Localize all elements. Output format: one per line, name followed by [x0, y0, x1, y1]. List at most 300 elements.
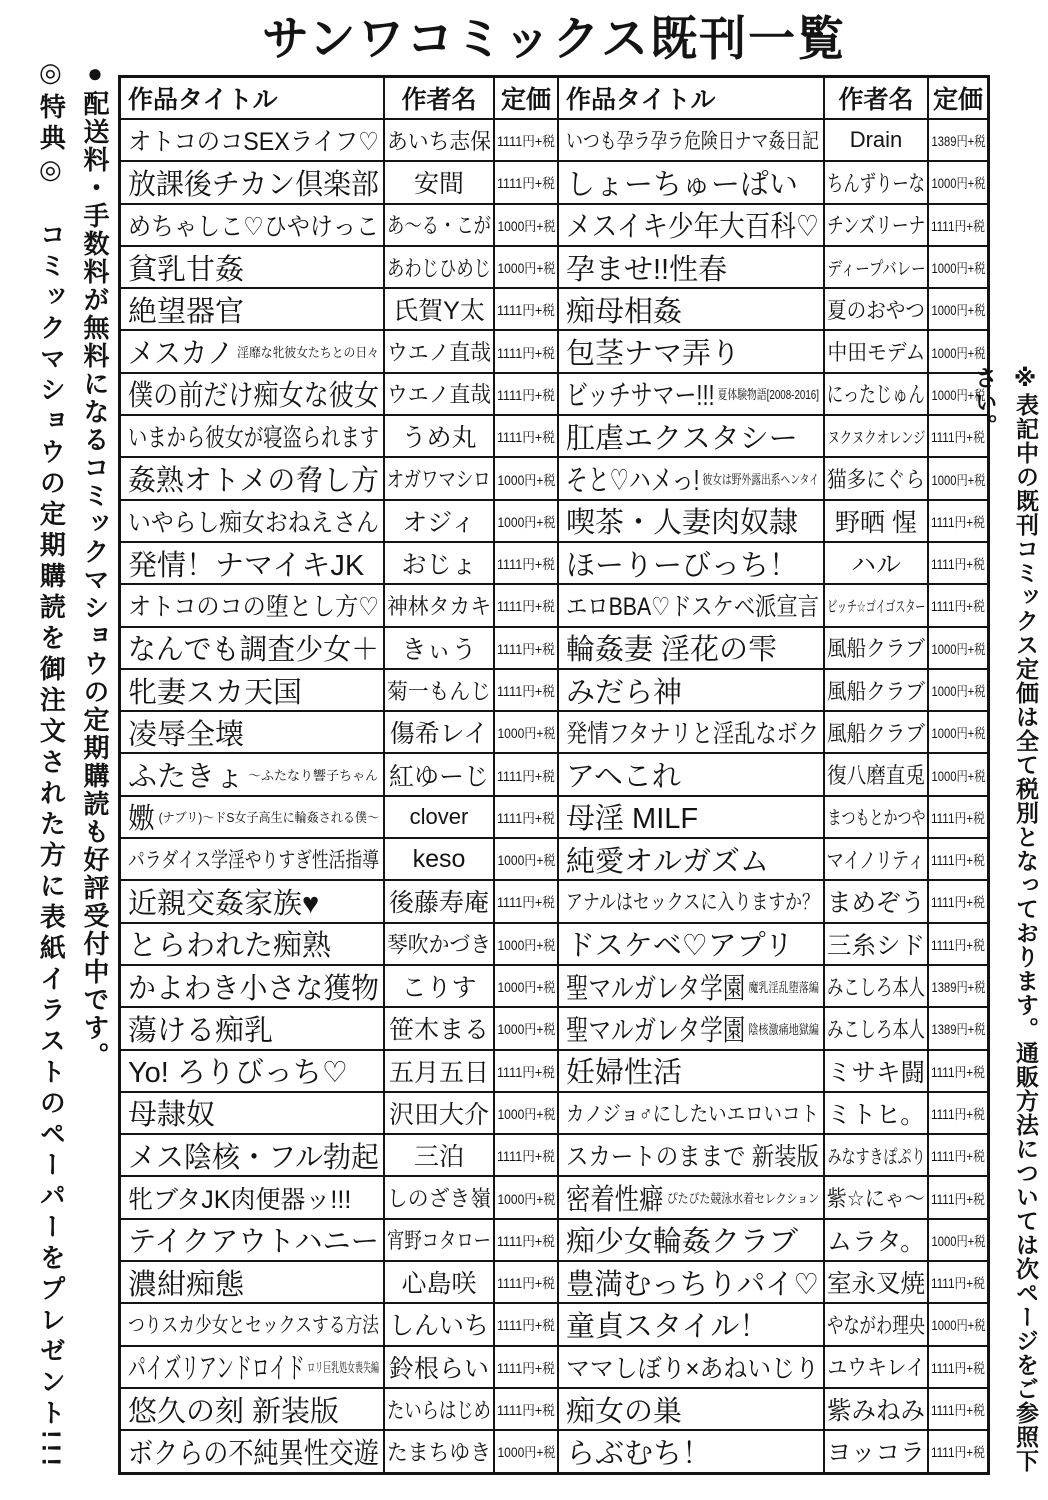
price-value: 1111円+税 — [931, 895, 986, 911]
author-name: 安間 — [413, 170, 464, 199]
author-cell — [385, 247, 493, 287]
title-main: なんでも調査少女＋ — [128, 634, 379, 667]
title-text — [566, 714, 819, 750]
price-value: 1000円+税 — [497, 472, 556, 488]
title-text — [566, 247, 727, 287]
subscription-promo-note — [28, 58, 116, 1478]
price-value: 1111円+税 — [931, 853, 986, 869]
author-cell — [385, 1262, 493, 1302]
title-cell — [121, 924, 383, 964]
price-value: 1111円+税 — [931, 557, 986, 573]
title-text — [566, 374, 819, 414]
title-text — [128, 374, 379, 414]
title-text — [566, 670, 682, 710]
title-main: ふたきょ — [128, 761, 245, 794]
title-cell — [559, 628, 823, 668]
price-value: 1389円+税 — [931, 1022, 986, 1038]
author-name: オジィ — [402, 508, 476, 537]
title-main: 聖マルガレタ学園 — [566, 972, 746, 1005]
author-cell — [825, 966, 927, 1006]
price-value: 1000円+税 — [931, 387, 986, 403]
price-cell — [495, 331, 557, 371]
author-name: こりす — [401, 974, 477, 1003]
title-main: パイズリアンドロイド — [128, 1353, 305, 1386]
price-cell — [929, 712, 987, 752]
title-main: ビッチサマー!!! — [566, 380, 715, 413]
price-value: 1111円+税 — [931, 430, 986, 446]
title-main: 蕩ける痴乳 — [128, 1014, 274, 1047]
author-cell — [385, 712, 493, 752]
price-cell — [929, 501, 987, 541]
price-cell — [929, 754, 987, 794]
title-cell — [121, 543, 383, 583]
author-cell — [825, 205, 927, 245]
author-name: 夏のおやつ — [827, 297, 926, 323]
title-cell — [121, 585, 383, 625]
author-name: まめぞう — [827, 889, 926, 918]
title-main: らぶむち！ — [566, 1437, 712, 1470]
title-main: メスイキ少年大百科♡ — [566, 211, 819, 244]
price-value: 1111円+税 — [931, 599, 986, 615]
title-text — [128, 207, 379, 243]
price-cell — [495, 1220, 557, 1260]
price-cell — [929, 1051, 987, 1091]
title-main: エロBBA♡ドスケベ派宣言 — [566, 593, 819, 622]
price-cell — [929, 1008, 987, 1048]
title-main: 姦熟オトメの脅し方 — [128, 465, 379, 498]
title-text — [566, 1137, 819, 1173]
price-cell — [495, 458, 557, 498]
title-cell — [559, 1093, 823, 1133]
author-name: オガワマシロ — [387, 467, 491, 493]
title-cell — [121, 374, 383, 414]
price-cell — [495, 543, 557, 583]
author-name: 神林タカキ — [387, 593, 492, 619]
title-text — [128, 1431, 379, 1471]
price-value: 1111円+税 — [931, 1191, 986, 1207]
price-value: 1000円+税 — [931, 726, 986, 742]
price-cell — [929, 797, 987, 837]
title-main: ママしぼり×あねいじり — [566, 1354, 819, 1383]
author-name: clover — [409, 803, 469, 829]
author-cell — [385, 585, 493, 625]
author-cell — [385, 374, 493, 414]
title-text — [566, 966, 819, 1006]
title-main: 密着性癖 — [566, 1184, 664, 1217]
title-text — [128, 458, 379, 498]
title-cell — [559, 1304, 823, 1344]
title-main: 牝ブタJK肉便器ッ!!! — [128, 1185, 352, 1214]
title-cell — [121, 331, 383, 371]
title-cell — [121, 458, 383, 498]
price-cell — [929, 289, 987, 329]
title-cell — [121, 501, 383, 541]
title-cell — [121, 1431, 383, 1471]
title-text — [566, 331, 740, 371]
title-cell — [121, 120, 383, 160]
price-value: 1111円+税 — [497, 430, 556, 446]
title-cell — [121, 839, 383, 879]
title-text — [128, 712, 244, 752]
title-cell — [559, 416, 823, 456]
price-cell — [495, 1051, 557, 1091]
title-text — [566, 1008, 819, 1048]
price-value: 1000円+税 — [497, 1022, 556, 1038]
title-cell — [559, 1347, 823, 1387]
title-text — [566, 839, 769, 879]
author-cell — [825, 1135, 927, 1175]
price-cell — [495, 1008, 557, 1048]
title-main: 貧乳甘姦 — [128, 253, 245, 286]
price-cell — [495, 712, 557, 752]
title-cell — [559, 839, 823, 879]
price-value: 1000円+税 — [497, 514, 556, 530]
price-cell — [929, 628, 987, 668]
title-text — [128, 289, 244, 329]
author-name: 紫みねみ — [827, 1397, 926, 1426]
title-main: 純愛オルガズム — [566, 845, 770, 878]
author-name: ミサキ闘 — [827, 1058, 926, 1087]
title-main: ほーりーびっち！ — [566, 549, 799, 582]
price-cell — [495, 205, 557, 245]
header-cell — [121, 78, 383, 118]
title-main: 童貞スタイル！ — [566, 1310, 769, 1343]
author-name: おじょ — [401, 551, 477, 580]
price-cell — [929, 458, 987, 498]
price-value: 1000円+税 — [931, 345, 986, 361]
title-cell — [121, 1051, 383, 1091]
author-name: やながわ理央 — [827, 1312, 926, 1338]
price-value: 1111円+税 — [497, 1276, 556, 1292]
price-cell — [929, 247, 987, 287]
author-cell — [385, 1093, 493, 1133]
title-cell — [559, 205, 823, 245]
title-text — [128, 1180, 351, 1216]
title-cell — [121, 670, 383, 710]
price-value: 1000円+税 — [497, 937, 556, 953]
catalog-table — [118, 75, 990, 1475]
author-cell — [825, 585, 927, 625]
title-cell — [559, 374, 823, 414]
author-cell — [385, 670, 493, 710]
price-cell — [495, 881, 557, 921]
price-cell — [929, 543, 987, 583]
title-text — [128, 1008, 273, 1048]
price-value: 1111円+税 — [931, 218, 986, 234]
price-value: 1000円+税 — [931, 472, 986, 488]
author-name: 菊一もんじ — [387, 678, 492, 704]
title-text — [566, 1389, 682, 1429]
price-value: 1111円+税 — [931, 1106, 986, 1122]
title-text — [128, 543, 364, 583]
author-cell — [825, 120, 927, 160]
price-cell — [929, 1220, 987, 1260]
price-value: 1111円+税 — [931, 937, 986, 953]
header-label: 定価 — [500, 86, 551, 114]
title-cell — [559, 289, 823, 329]
title-cell — [121, 754, 383, 794]
price-cell — [929, 1304, 987, 1344]
author-name: 沢田大介 — [388, 1100, 489, 1129]
title-main: 僕の前だけ痴女な彼女 — [128, 380, 379, 413]
title-text — [566, 162, 798, 202]
title-text — [566, 1098, 819, 1128]
author-cell — [385, 1008, 493, 1048]
price-value: 1111円+税 — [931, 1403, 986, 1419]
title-text — [128, 247, 244, 287]
author-name: keso — [412, 844, 466, 873]
title-cell — [559, 247, 823, 287]
title-cell — [559, 1262, 823, 1302]
price-value: 1111円+税 — [931, 1360, 986, 1376]
author-cell — [825, 924, 927, 964]
title-main: 喫茶・人妻肉奴隷 — [566, 507, 799, 540]
title-text — [566, 628, 777, 668]
author-cell — [385, 1389, 493, 1429]
price-value: 1111円+税 — [497, 1318, 556, 1334]
author-name: チンズリーナ — [827, 213, 925, 239]
title-cell — [559, 1051, 823, 1091]
author-cell — [825, 1093, 927, 1133]
price-cell — [929, 205, 987, 245]
author-cell — [825, 1008, 927, 1048]
price-value: 1000円+税 — [497, 1106, 556, 1122]
title-subtitle: 陰核激痛地獄編 — [748, 1021, 819, 1037]
title-text — [128, 797, 379, 837]
price-cell — [495, 374, 557, 414]
title-main: いつも孕ラ孕ラ危険日ナマ姦日記 — [566, 130, 819, 154]
author-name: 後藤寿庵 — [388, 889, 489, 918]
price-value: 1000円+税 — [931, 641, 986, 657]
title-main: 孕ませ!!性春 — [566, 253, 728, 286]
title-text — [128, 1262, 244, 1302]
price-value: 1111円+税 — [497, 895, 556, 911]
price-value: 1389円+税 — [931, 134, 986, 150]
price-cell — [495, 162, 557, 202]
title-main: 発情！ナマイキJK — [128, 549, 365, 582]
author-name: マイノリティ — [827, 847, 926, 873]
author-cell — [385, 924, 493, 964]
author-name: 復八磨直兎 — [827, 763, 926, 789]
author-cell — [385, 628, 493, 668]
author-name: 心島咲 — [401, 1270, 477, 1299]
author-cell — [385, 501, 493, 541]
title-text — [128, 418, 379, 454]
title-text — [566, 797, 698, 837]
title-main: オトコのコの堕とし方♡ — [128, 593, 379, 622]
author-cell — [825, 1389, 927, 1429]
price-cell — [929, 1135, 987, 1175]
title-text — [566, 289, 682, 329]
title-text — [128, 754, 378, 794]
price-value: 1111円+税 — [497, 1233, 556, 1249]
author-name: しのざき嶺 — [387, 1186, 492, 1212]
author-name: 室永叉焼 — [827, 1270, 926, 1299]
title-cell — [121, 966, 383, 1006]
author-cell — [385, 1135, 493, 1175]
author-cell — [385, 1051, 493, 1091]
price-cell — [929, 924, 987, 964]
author-name: 三泊 — [413, 1143, 464, 1172]
title-text — [128, 628, 379, 668]
author-name: たまちゆき — [387, 1439, 492, 1465]
author-cell — [825, 162, 927, 202]
title-cell — [121, 1220, 383, 1260]
title-cell — [559, 543, 823, 583]
title-subtitle: ロリ巨乳処女喪失編 — [307, 1360, 379, 1376]
price-value: 1111円+税 — [497, 810, 556, 826]
author-cell — [385, 1304, 493, 1344]
title-text — [128, 1389, 339, 1429]
author-name: ミトヒ。 — [827, 1100, 926, 1129]
price-value: 1000円+税 — [497, 980, 556, 996]
title-cell — [559, 966, 823, 1006]
price-value: 1111円+税 — [497, 345, 556, 361]
author-cell — [385, 458, 493, 498]
price-value: 1000円+税 — [931, 176, 986, 192]
author-name: ユウキレイ — [827, 1355, 925, 1381]
author-cell — [825, 1177, 927, 1217]
price-value: 1000円+税 — [931, 1318, 986, 1334]
header-cell — [385, 78, 493, 118]
price-value: 1000円+税 — [931, 1233, 986, 1249]
author-cell — [825, 458, 927, 498]
title-text — [128, 162, 379, 202]
title-main: 嫐 — [128, 803, 155, 836]
title-text — [566, 1262, 819, 1302]
title-cell — [559, 924, 823, 964]
price-value: 1000円+税 — [497, 218, 556, 234]
title-text — [128, 670, 302, 710]
title-text — [566, 1051, 682, 1091]
price-cell — [929, 839, 987, 879]
price-cell — [495, 585, 557, 625]
author-name: 鈴根らい — [388, 1354, 489, 1383]
author-name: 風船クラブ — [827, 720, 926, 746]
title-cell — [559, 1008, 823, 1048]
title-text — [566, 1220, 798, 1260]
title-text — [128, 881, 319, 921]
price-cell — [495, 1177, 557, 1217]
title-cell — [559, 162, 823, 202]
header-label: 作者名 — [838, 86, 914, 114]
author-cell — [825, 1431, 927, 1471]
price-value: 1000円+税 — [931, 261, 986, 277]
author-name: 笹木まる — [388, 1016, 489, 1045]
author-cell — [385, 1347, 493, 1387]
title-cell — [121, 881, 383, 921]
author-cell — [825, 1220, 927, 1260]
title-main: アヘこれ — [566, 761, 681, 794]
title-text — [128, 924, 331, 964]
title-main: 濃紺痴態 — [128, 1268, 245, 1301]
title-cell — [559, 670, 823, 710]
title-main: 豊満むっちりパイ♡ — [566, 1268, 819, 1301]
title-main: 包茎ナマ弄り — [566, 338, 741, 371]
price-value: 1000円+税 — [497, 853, 556, 869]
title-text — [128, 503, 379, 539]
author-name: 紫☆にゃ〜 — [827, 1186, 926, 1212]
title-text — [128, 122, 379, 158]
author-cell — [825, 331, 927, 371]
price-cell — [495, 120, 557, 160]
price-cell — [929, 1389, 987, 1429]
price-value: 1000円+税 — [497, 1445, 556, 1461]
page-title: サンワコミックス既刊一覧 — [261, 12, 847, 65]
author-name: 傷希レイ — [389, 720, 489, 749]
author-name: Drain — [849, 127, 903, 153]
title-cell — [121, 1262, 383, 1302]
title-text — [566, 1349, 819, 1385]
price-cell — [495, 1262, 557, 1302]
title-text — [128, 587, 379, 623]
author-name: 五月五日 — [388, 1058, 489, 1087]
author-cell — [825, 1262, 927, 1302]
author-name: みこしろ本人 — [827, 1016, 926, 1042]
title-main: いまから彼女が寝盗られます — [128, 424, 379, 453]
author-cell — [825, 374, 927, 414]
title-cell — [121, 797, 383, 837]
title-main: 痴母相姦 — [566, 295, 683, 328]
title-cell — [559, 1389, 823, 1429]
author-name: ちんずりーな — [827, 170, 926, 196]
title-subtitle: 魔乳淫乱堕落編 — [748, 979, 819, 995]
title-main: パラダイス学淫やりすぎ性活指導 — [128, 849, 379, 873]
author-cell — [385, 205, 493, 245]
title-main: 絶望器官 — [128, 295, 245, 328]
price-cell — [495, 501, 557, 541]
price-value: 1000円+税 — [497, 726, 556, 742]
price-cell — [929, 162, 987, 202]
author-name: ビッチ☆ゴイゴスター — [827, 598, 925, 616]
title-cell — [121, 1389, 383, 1429]
title-cell — [559, 1135, 823, 1175]
title-cell — [121, 162, 383, 202]
title-cell — [559, 754, 823, 794]
author-name: みなすきぽぷり — [827, 1146, 926, 1168]
header-cell — [495, 78, 557, 118]
author-cell — [825, 543, 927, 583]
price-value: 1000円+税 — [931, 768, 986, 784]
author-name: あいち志保 — [387, 128, 492, 154]
author-name: まつもとかつや — [827, 808, 926, 830]
author-cell — [825, 289, 927, 329]
title-cell — [121, 416, 383, 456]
title-text — [128, 1309, 379, 1339]
price-cell — [495, 797, 557, 837]
title-text — [566, 205, 819, 245]
title-text — [566, 416, 798, 456]
author-name: たいらはじめ — [387, 1397, 492, 1423]
price-cell — [495, 1431, 557, 1471]
title-cell — [559, 501, 823, 541]
author-name: ヌクヌクオレンジ — [827, 429, 926, 447]
author-name: あ〜る・こが — [387, 213, 492, 239]
title-text — [566, 543, 798, 583]
author-name: 風船クラブ — [827, 636, 926, 662]
price-cell — [929, 670, 987, 710]
title-text — [566, 458, 819, 498]
author-name: 風船クラブ — [827, 678, 926, 704]
title-main: メスカノ — [128, 338, 234, 371]
title-main: 母淫 MILF — [566, 803, 699, 836]
title-main: Yo! ろりびっち♡ — [128, 1057, 348, 1090]
title-subtitle: (ナブリ)〜ドS女子高生に輪姦される僕〜 — [158, 810, 379, 826]
price-value: 1111円+税 — [931, 810, 986, 826]
price-value: 1000円+税 — [931, 684, 986, 699]
author-name: きぃう — [401, 635, 477, 664]
title-text — [566, 886, 819, 916]
